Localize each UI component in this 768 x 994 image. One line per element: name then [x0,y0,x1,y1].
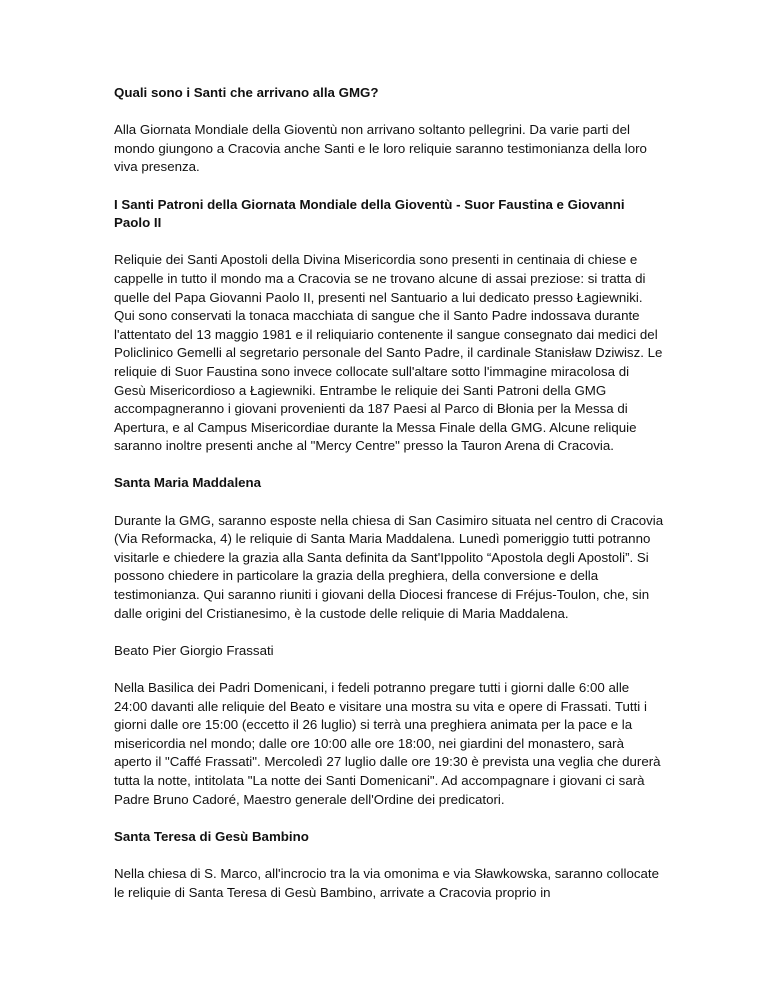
section-body-teresa: Nella chiesa di S. Marco, all'incrocio tra la via omonima e via Sławkowska, saranno collocate le reliquie di Santa Teresa di Gesù Bambino, arrivate a Cracovia proprio in [114,865,659,900]
intro-paragraph: Alla Giornata Mondiale della Gioventù non arrivano soltanto pellegrini. Da varie parti del mondo giungono a Cracovia anche Santi e le loro reliquie saranno testimonianza della loro viva presenza. [114,122,647,175]
section-body-maddalena: Durante la GMG, saranno esposte nella chiesa di San Casimiro situata nel centro di Cracovia (Via Reformacka, 4) le reliquie di Santa Maria Maddalena. Lunedì pomeriggio tutti potranno visitarle e chiedere la grazia alla Santa definita da Sant'Ippolito “Apostola degli Apostoli”. Si possono chiedere in particolare la grazia della preghiera, della conversione e della testimonianza. Qui saranno riuniti i giovani della Diocesi francese di Fréjus-Toulon, che, sin dalle origini del Cristianesimo, è la custode delle reliquie di Maria Maddalena. [114,512,664,621]
section-heading-frassati: Beato Pier Giorgio Frassati [114,642,274,658]
section-body-frassati: Nella Basilica dei Padri Domenicani, i fedeli potranno pregare tutti i giorni dalle 6:00 alle 24:00 davanti alle reliquie del Beato e visitare una mostra su vita e opere di Frassati. Tutti i giorni dalle ore 15:00 (eccetto il 26 luglio) si terrà una preghiera animata per la pace e la misericordia nel mondo; dalle ore 10:00 alle ore 18:00, nei giardini del monastero, sarà aperto il "Caffé Frassati". Mercoledì 27 luglio dalle ore 19:30 è prevista una veglia che durerà tutta la notte, intitolata "La notte dei Santi Domenicani". Ad accompagnare i giovani ci sarà Padre Bruno Cadoré, Maestro generale dell'Ordine dei predicatori. [114,680,661,807]
section-body-patroni: Reliquie dei Santi Apostoli della Divina Misericordia sono presenti in centinaia di chiese e cappelle in tutto il mondo ma a Cracovia se ne trovano alcune di assai preziose: si tratta di quelle del Papa Giovanni Paolo II, presenti nel Santuario a lui dedicato presso Łagiewniki. Qui sono conservati la tonaca macchiata di sangue che il Santo Padre indossava durante l'attentato del 13 maggio 1981 e il reliquiario contenente il sangue consegnato dai medici del Policlinico Gemelli al segretario personale del Santo Padre, il cardinale Stanisław Dziwisz. Le reliquie di Suor Faustina sono invece collocate sull'altare sotto l'immagine miracolosa di Gesù Misericordioso a Łagiewniki. Entrambe le reliquie dei Santi Patroni della GMG accompagneranno i giovani provenienti da 187 Paesi al Parco di Błonia per la Messa di Apertura, e al Campus Misericordiae durante la Messa Finale della GMG. Alcune reliquie saranno inoltre presenti anche al "Mercy Centre" presso la Tauron Arena di Cracovia. [114,252,663,454]
document-page [114,84,664,921]
section-heading-maddalena: Santa Maria Maddalena [114,475,262,491]
section-heading-teresa: Santa Teresa di Gesù Bambino [114,828,309,844]
page-title: Quali sono i Santi che arrivano alla GMG? [114,85,379,100]
section-heading-patroni: I Santi Patroni della Giornata Mondiale della Gioventù - Suor Faustina e Giovanni Paolo II [114,196,625,231]
